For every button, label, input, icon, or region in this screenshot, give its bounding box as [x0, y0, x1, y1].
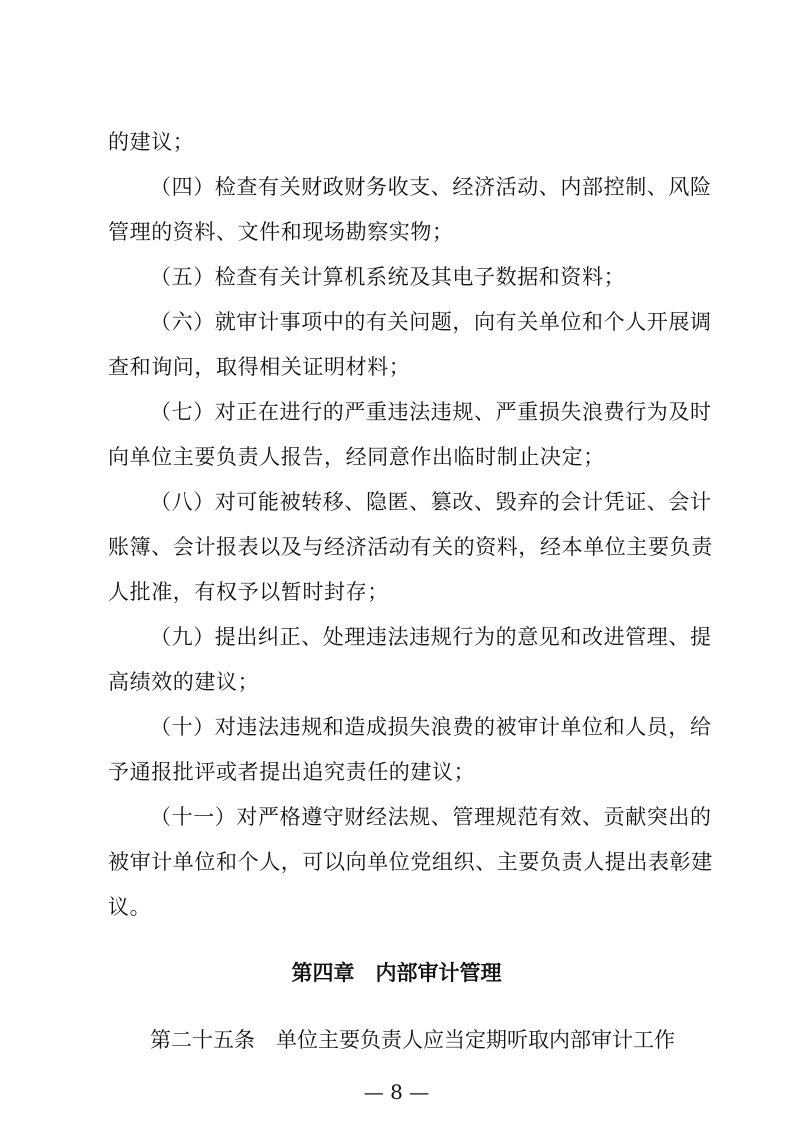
text-line: （八）对可能被转移、隐匿、篡改、毁弃的会计凭证、会计 — [150, 490, 712, 514]
text-line: 查和询问，取得相关证明材料； — [108, 355, 411, 379]
text-line: 议。 — [108, 895, 152, 919]
text-line: （七）对正在进行的严重违法违规、严重损失浪费行为及时 — [150, 400, 712, 424]
text-line: （九）提出纠正、处理违法违规行为的意见和改进管理、提 — [150, 625, 712, 649]
text-line: （四）检查有关财政财务收支、经济活动、内部控制、风险 — [150, 175, 712, 199]
text-line: 被审计单位和个人，可以向单位党组织、主要负责人提出表彰建 — [108, 850, 713, 874]
text-line: 予通报批评或者提出追究责任的建议； — [108, 760, 476, 784]
chapter-heading: 第四章 内部审计管理 — [291, 961, 502, 985]
text-line: 的建议； — [108, 130, 195, 154]
text-line: （十）对违法违规和造成损失浪费的被审计单位和人员，给 — [150, 715, 712, 739]
text-line: 管理的资料、文件和现场勘察实物； — [108, 220, 454, 244]
text-line: 人批准，有权予以暂时封存； — [108, 580, 389, 604]
text-line: 账簿、会计报表以及与经济活动有关的资料，经本单位主要负责 — [108, 535, 713, 559]
article-paragraph: 第二十五条 单位主要负责人应当定期听取内部审计工作 — [150, 1028, 675, 1052]
text-line: （十一）对严格遵守财经法规、管理规范有效、贡献突出的 — [150, 805, 712, 829]
text-line: 高绩效的建议； — [108, 670, 260, 694]
text-line: 向单位主要负责人报告，经同意作出临时制止决定； — [108, 445, 605, 469]
text-line: （五）检查有关计算机系统及其电子数据和资料； — [150, 265, 626, 289]
text-line: （六）就审计事项中的有关问题，向有关单位和个人开展调 — [150, 310, 712, 334]
page-number: — 8 — — [363, 1080, 430, 1104]
